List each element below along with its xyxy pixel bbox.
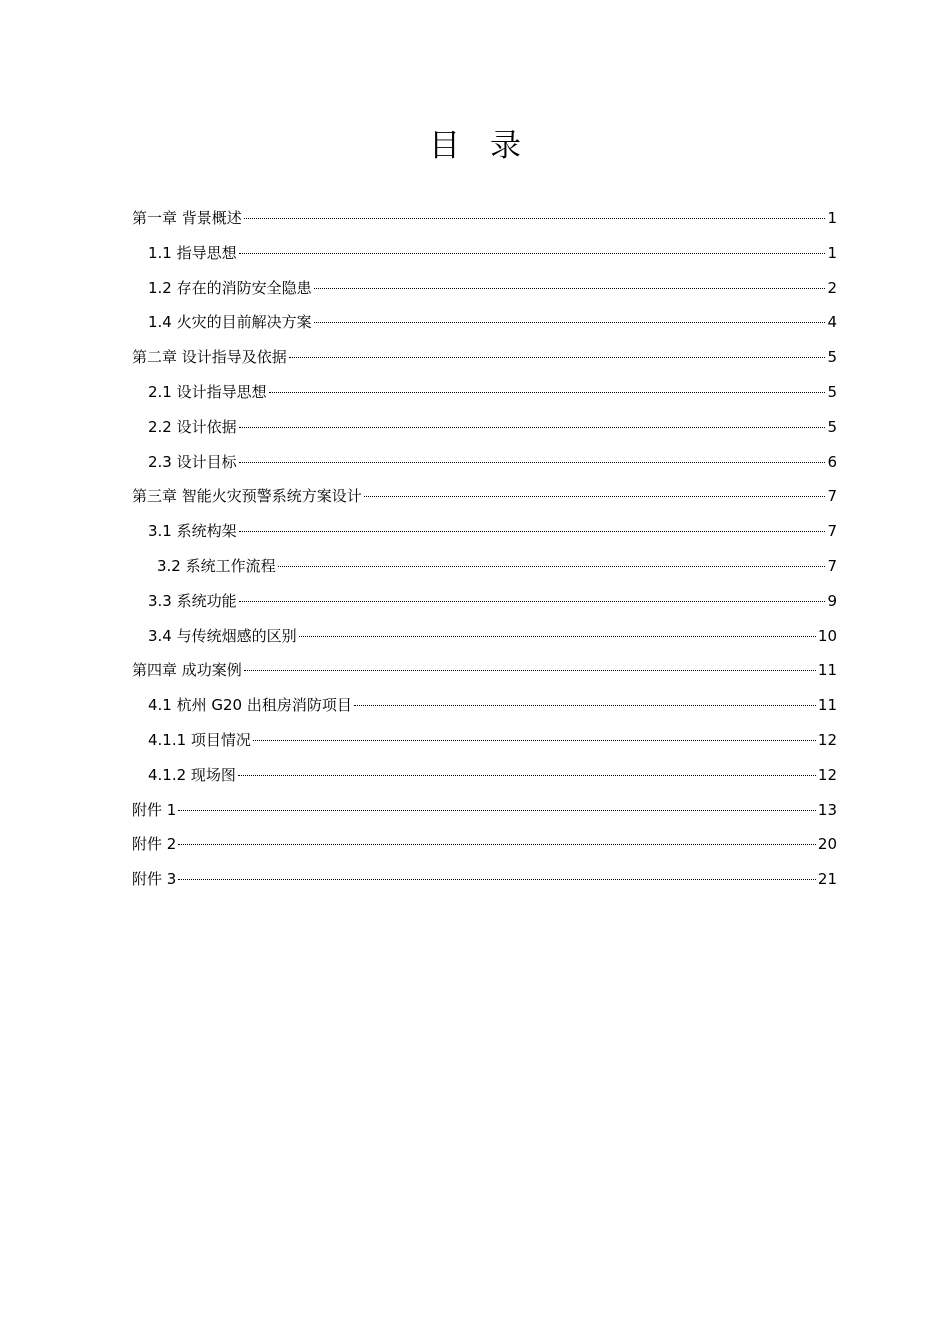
toc-entry[interactable] xyxy=(132,549,837,584)
toc-entry[interactable] xyxy=(132,793,837,828)
dot-leader xyxy=(239,531,826,532)
toc-entry-page-number: 5 xyxy=(827,348,837,367)
toc-entry[interactable] xyxy=(132,758,837,793)
toc-entry-label: 3.3 系统功能 xyxy=(148,591,237,610)
dot-leader xyxy=(244,218,826,219)
dot-leader xyxy=(239,253,826,254)
toc-entry-page-number: 10 xyxy=(817,626,837,645)
toc-entry-label: 第四章 成功案例 xyxy=(132,661,242,680)
toc-entry-page-number: 13 xyxy=(817,800,837,819)
dot-leader xyxy=(314,322,826,323)
dot-leader xyxy=(239,427,826,428)
dot-leader xyxy=(178,810,816,811)
toc-entry-label: 4.1.2 现场图 xyxy=(148,765,236,784)
toc-entry-page-number: 7 xyxy=(827,522,837,541)
dot-leader xyxy=(239,601,826,602)
toc-entry-label: 附件 3 xyxy=(132,870,177,889)
dot-leader xyxy=(178,879,816,880)
toc-entry-page-number: 2 xyxy=(827,278,837,297)
title-char-1: 目 xyxy=(429,128,460,164)
toc-entry[interactable] xyxy=(132,723,837,758)
dot-leader xyxy=(239,462,826,463)
toc-entry-page-number: 12 xyxy=(817,765,837,784)
toc-entry[interactable] xyxy=(132,410,837,445)
toc-entry-label: 1.1 指导思想 xyxy=(148,243,237,262)
toc-entry[interactable] xyxy=(132,236,837,271)
toc-entry-page-number: 11 xyxy=(817,661,837,680)
dot-leader xyxy=(354,705,816,706)
dot-leader xyxy=(178,844,816,845)
toc-entry[interactable] xyxy=(132,862,837,897)
toc-entry[interactable] xyxy=(132,305,837,340)
toc-entry-label: 第二章 设计指导及依据 xyxy=(132,348,287,367)
toc-entry-label: 第一章 背景概述 xyxy=(132,209,242,227)
toc-entry-page-number: 5 xyxy=(827,417,837,436)
toc-entry[interactable] xyxy=(132,340,837,375)
toc-entry-label: 附件 1 xyxy=(132,800,177,819)
dot-leader xyxy=(244,670,816,671)
toc-entry[interactable] xyxy=(132,584,837,619)
toc-entry-page-number: 1 xyxy=(827,243,837,262)
dot-leader xyxy=(238,775,816,776)
toc-entry-page-number: 21 xyxy=(817,870,837,889)
dot-leader xyxy=(289,357,826,358)
toc-entry-page-number: 4 xyxy=(827,313,837,332)
toc-entry-page-number: 6 xyxy=(827,452,837,471)
toc-entry-label: 1.2 存在的消防安全隐患 xyxy=(148,278,312,297)
dot-leader xyxy=(364,496,826,497)
toc-entry[interactable] xyxy=(132,619,837,654)
toc-entry-label: 4.1 杭州 G20 出租房消防项目 xyxy=(148,696,352,715)
toc-entry[interactable] xyxy=(132,514,837,549)
toc-entry-page-number: 7 xyxy=(827,556,837,575)
dot-leader xyxy=(269,392,826,393)
dot-leader xyxy=(299,636,816,637)
page-title xyxy=(0,124,950,168)
toc-entry-label: 3.4 与传统烟感的区别 xyxy=(148,626,297,645)
toc-entry-page-number: 20 xyxy=(817,835,837,854)
toc-entry[interactable] xyxy=(132,479,837,514)
table-of-contents xyxy=(132,201,837,897)
toc-entry[interactable] xyxy=(132,653,837,688)
toc-entry-page-number: 1 xyxy=(827,209,837,227)
toc-entry-page-number: 11 xyxy=(817,696,837,715)
toc-entry[interactable] xyxy=(132,201,837,236)
toc-entry-page-number: 12 xyxy=(817,730,837,749)
toc-entry-label: 1.4 火灾的目前解决方案 xyxy=(148,313,312,332)
toc-entry-label: 附件 2 xyxy=(132,835,177,854)
toc-entry-label: 3.1 系统构架 xyxy=(148,522,237,541)
toc-entry[interactable] xyxy=(132,375,837,410)
toc-entry-label: 2.2 设计依据 xyxy=(148,417,237,436)
toc-entry[interactable] xyxy=(132,827,837,862)
toc-entry-page-number: 5 xyxy=(827,382,837,401)
toc-entry-page-number: 9 xyxy=(827,591,837,610)
toc-entry-label: 3.2 系统工作流程 xyxy=(157,556,276,575)
title-char-2: 录 xyxy=(490,128,521,164)
dot-leader xyxy=(314,288,826,289)
toc-entry[interactable] xyxy=(132,445,837,480)
dot-leader xyxy=(278,566,826,567)
toc-entry-label: 2.3 设计目标 xyxy=(148,452,237,471)
toc-entry-label: 2.1 设计指导思想 xyxy=(148,382,267,401)
toc-entry-page-number: 7 xyxy=(827,487,837,506)
toc-entry[interactable] xyxy=(132,688,837,723)
toc-entry-label: 第三章 智能火灾预警系统方案设计 xyxy=(132,487,362,506)
toc-entry-label: 4.1.1 项目情况 xyxy=(148,730,251,749)
dot-leader xyxy=(253,740,816,741)
toc-entry[interactable] xyxy=(132,271,837,306)
